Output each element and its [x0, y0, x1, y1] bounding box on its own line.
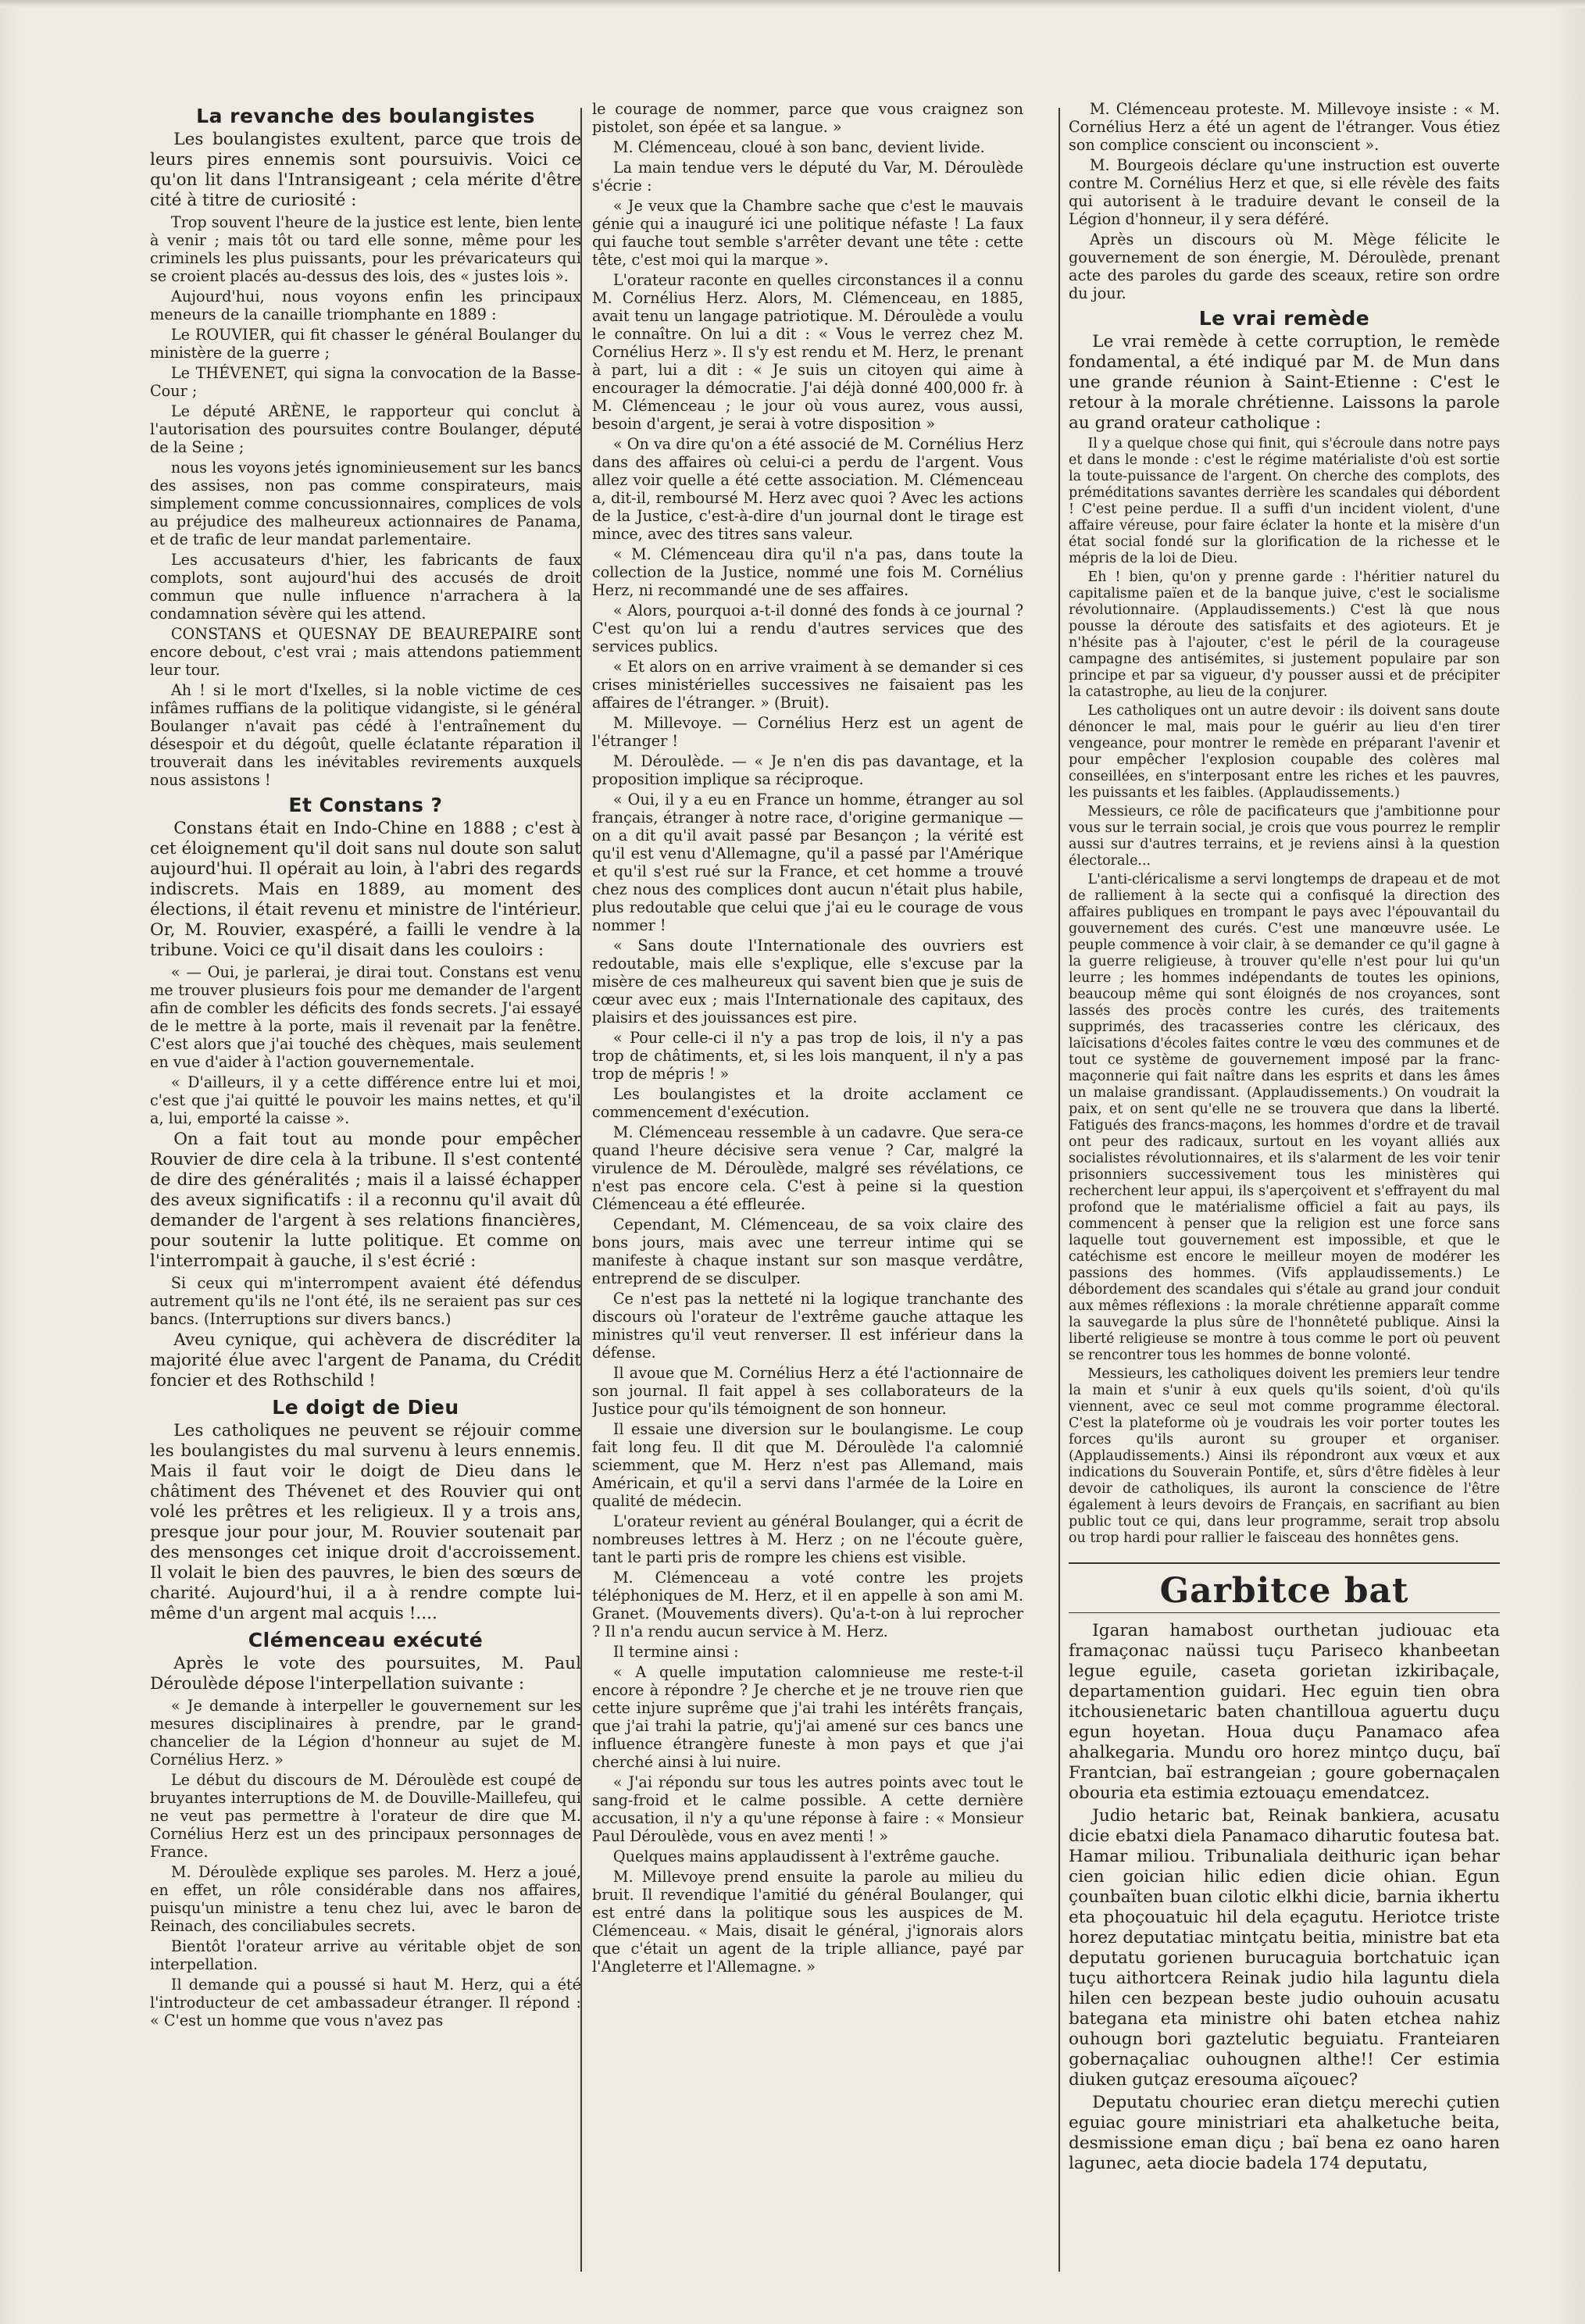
- quote-paragraph: Il demande qui a poussé si haut M. Herz, qui a été l'introducteur de cet ambassadeur étranger. Il répond : « C'est un homme que vous n'avez pas: [150, 1976, 581, 2029]
- quote-paragraph: « — Oui, je parlerai, je dirai tout. Constans est venu me trouver plusieurs fois pour me demander de l'argent afin de combler les déficits des fonds secrets. J'ai essayé de le mettre à la porte, mais il revenait par la fenêtre. C'est alors que j'ai touché des chèques, mais seulement en vue d'aider à l'action gouvernementale.: [150, 963, 581, 1071]
- page-top-edge: [0, 0, 1585, 8]
- quote-paragraph: M. Clémenceau ressemble à un cadavre. Que sera-ce quand l'heure décisive sera venue ? Car, malgré la virulence de M. Déroulède, malgré ses révélations, ce n'est pas encore cela. C'est à peine si la question Clémenceau a été effleurée.: [592, 1123, 1023, 1213]
- quote-paragraph: Ah ! si le mort d'Ixelles, si la noble victime de ces infâmes ruffians de la politique vidangiste, si le général Boulanger n'avait pas cédé à l'entraînement du désespoir et du dégoût, quelle éclatante réparation il trouverait dans les inévitables revirements auxquels nous assistons !: [150, 681, 581, 789]
- basque-paragraph: Judio hetaric bat, Reinak bankiera, acusatu dicie ebatxi diela Panamaco diharutic foutesa bat. Hamar miliou. Tribunaliala deithuric içan behar cien goician hilic edien dicie ohian. Egun çounbaïten buan cilotic elkhi dicie, barnia ikhertu eta phoçouatuic hil dela eçagutu. Heriotce triste horez deputatiac mintçatu beitia, ministre bat eta deputatu gorienen burucaguia bortchatuic içan tuçu aithortcera Reinak judio hila laguntu diela hilen cen bezpean beste judio ouhouin acusatu bategana eta ministre ohi baten etchea nahiz ouhougn bori gaztelutic beguiatu. Franteiaren gobernaçaliac ouhougnen althe!! Cer estimia diuken gutçaz eresouma aïçouec?: [1069, 1806, 1500, 2090]
- quote-paragraph: « Pour celle-ci il n'y a pas trop de lois, il n'y a pas trop de châtiments, et, si les lois manquent, il n'y a pas trop de mépris ! »: [592, 1029, 1023, 1083]
- quote-paragraph: Le ROUVIER, qui fit chasser le général Boulanger du ministère de la guerre ;: [150, 326, 581, 362]
- section-rule-top: [1069, 1562, 1500, 1564]
- heading-garbitce-bat: Garbitce bat: [1159, 1571, 1409, 1611]
- quote-paragraph: Trop souvent l'heure de la justice est lente, bien lente à venir ; mais tôt ou tard elle sonne, même pour les criminels les plus puissants, pour les prévaricateurs qui se croient placés au-dessus des lois, des « justes lois ».: [150, 213, 581, 285]
- quote-paragraph: nous les voyons jetés ignominieusement sur les bancs des assises, non pas comme conspirateurs, mais simplement comme concussionnaires, complices de vols au préjudice des malheureux actionnaires de Panama, et de trafic de leur mandat parlementaire.: [150, 459, 581, 548]
- quote-paragraph: Il essaie une diversion sur le boulangisme. Le coup fait long feu. Il dit que M. Déroulède l'a calomnié sciemment, que M. Herz n'est pas Allemand, mais Américain, et qu'il a servi dans l'armée de la Loire en qualité de médecin.: [592, 1420, 1023, 1510]
- quote-paragraph: Les boulangistes et la droite acclament ce commencement d'exécution.: [592, 1085, 1023, 1121]
- column-1: [150, 100, 581, 2272]
- speech-paragraph: Les catholiques ont un autre devoir : ils doivent sans doute dénoncer le mal, mais pour le guérir au lieu d'en tirer vengeance, pour montrer le remède en préparant l'avenir et pour empêcher l'explosion coupable des colères mal conseillées, en s'interposant entre les riches et les pauvres, les puissants et les faibles. (Applaudissements.): [1069, 703, 1500, 801]
- quote-paragraph: Bientôt l'orateur arrive au véritable objet de son interpellation.: [150, 1937, 581, 1973]
- quote-paragraph: Quelques mains applaudissent à l'extrême gauche.: [612, 1847, 1000, 1865]
- quote-paragraph: Ce n'est pas la netteté ni la logique tranchante des discours où l'orateur de l'extrême gauche attaque les ministres qu'il veut renverser. Il est inférieur dans la défense.: [592, 1290, 1023, 1362]
- paragraph: Constans était en Indo-Chine en 1888 ; c'est à cet éloignement qu'il doit sans nul doute son salut aujourd'hui. Il opérait au loin, à l'abri des regards indiscrets. Mais en 1889, au moment des élections, il était revenu et ministre de l'intérieur. Or, M. Rouvier, exaspéré, a failli le vendre à la tribune. Voici ce qu'il disait dans les couloirs :: [150, 819, 581, 960]
- paragraph: Les catholiques ne peuvent se réjouir comme les boulangistes du mal survenu à leurs ennemis. Mais il faut voir le doigt de Dieu dans le châtiment des Thévenet et des Rouvier qui ont volé les prêtres et les religieux. Il y a trois ans, presque jour pour jour, M. Rouvier soutenait par des mensonges cet inique droit d'accroissement. Il volait le bien des pauvres, le bien des sœurs de charité. Aujourd'hui, il a à rendre compte lui-même d'un argent mal acquis !....: [150, 1421, 581, 1623]
- quote-paragraph: le courage de nommer, parce que vous craignez son pistolet, son épée et sa langue. »: [592, 100, 1023, 136]
- quote-paragraph: M. Déroulède. — « Je n'en dis pas davantage, et la proposition implique sa réciproque.: [592, 752, 1023, 788]
- paragraph: Le vrai remède à cette corruption, le remède fondamental, a été indiqué par M. de Mun dans une grande réunion à Saint-Etienne : C'est le retour à la morale chrétienne. Laissons la parole au grand orateur catholique :: [1069, 332, 1500, 433]
- quote-paragraph: Le début du discours de M. Déroulède est coupé de bruyantes interruptions de M. de Douville-Maillefeu, qui ne veut pas permettre à l'orateur de dire que M. Cornélius Herz est un des principaux personnages de France.: [150, 1771, 581, 1861]
- quote-paragraph: M. Millevoye. — Cornélius Herz est un agent de l'étranger !: [592, 714, 1023, 750]
- quote-paragraph: Aujourd'hui, nous voyons enfin les principaux meneurs de la canaille triomphante en 1889 :: [150, 287, 581, 323]
- quote-paragraph: Si ceux qui m'interrompent avaient été défendus autrement qu'ils ne l'ont été, ils ne seraient pas sur ces bancs. (Interruptions sur divers bancs.): [150, 1274, 581, 1328]
- quote-paragraph: L'orateur revient au général Boulanger, qui a écrit de nombreuses lettres à M. Herz ; on ne l'écoute guère, tant le parti pris de rompre les chiens est visible.: [592, 1512, 1023, 1566]
- quote-paragraph: Les accusateurs d'hier, les fabricants de faux complots, sont aujourd'hui des accusés de droit commun que nulle influence n'arrachera à la condamnation sévère qui les attend.: [150, 551, 581, 623]
- quote-paragraph: M. Clémenceau, cloué à son banc, devient livide.: [612, 138, 985, 156]
- column-2: [592, 100, 1023, 2272]
- basque-paragraph: Igaran hamabost ourthetan judiouac eta framaçonac naüssi tuçu Pariseco khanbeetan legue eguile, caseta gorietan izkiribaçale, departamention guidari. Hec eguin tien obra itchousienetaric baten chantilloua aguertu duçu egun hoyetan. Houa duçu Panamaco afea ahalkegaria. Mundu oro horez mintço duçu, baï Frantcian, baï estrangeian ; goure gobernaçalen obouria eta estimia eztouaçu emendatcez.: [1069, 1621, 1500, 1803]
- quote-paragraph: M. Clémenceau a voté contre les projets téléphoniques de M. Herz, et il en appelle à son ami M. Granet. (Mouvements divers). Qu'a-t-on à lui reprocher ? Il n'a rendu aucun service à M. Herz.: [592, 1569, 1023, 1640]
- heading-vrai-remede: Le vrai remède: [1198, 307, 1370, 330]
- quote-paragraph: L'orateur raconte en quelles circonstances il a connu M. Cornélius Herz. Alors, M. Clémenceau, en 1885, avait tenu un langage patriotique. M. Déroulède a voulu le connaître. On lui a dit : « Vous le verrez chez M. Cornélius Herz ». Il s'y est rendu et M. Herz, le prenant à part, lui a dit : « Je suis un citoyen qui aime à encourager la démocratie. J'ai déjà donné 400,000 fr. à M. Clémenceau ; le jour où vous aurez, vous aussi, besoin d'argent, je serai à votre disposition »: [592, 271, 1023, 433]
- heading-constans: Et Constans ?: [288, 794, 443, 816]
- quote-paragraph: Le député ARÈNE, le rapporteur qui conclut à l'autorisation des poursuites contre Boulanger, député de la Seine ;: [150, 402, 581, 456]
- quote-paragraph: Cependant, M. Clémenceau, de sa voix claire des bons jours, mais avec une terreur intime qui se manifeste à chaque instant sur son masque verdâtre, entreprend de se disculper.: [592, 1216, 1023, 1287]
- quote-paragraph: « A quelle imputation calomnieuse me reste-t-il encore à répondre ? Je cherche et je ne trouve rien que cette injure suprême que j'ai trahi les intérêts français, que j'ai trahi la patrie, qu'j'ai amené sur ces bancs une influence étrangère funeste à mon pays et que j'ai cherché ainsi à lui nuire.: [592, 1663, 1023, 1771]
- section-rule-bottom: [1069, 1612, 1500, 1613]
- quote-paragraph: M. Bourgeois déclare qu'une instruction est ouverte contre M. Cornélius Herz et que, si elle révèle des faits qui autorisent à le traduire devant le conseil de la Légion d'honneur, il y sera déféré.: [1069, 156, 1500, 228]
- quote-paragraph: Il avoue que M. Cornélius Herz a été l'actionnaire de son journal. Il fait appel à ses collaborateurs de la Justice pour qu'ils témoignent de son honneur.: [592, 1364, 1023, 1418]
- speech-paragraph: Eh ! bien, qu'on y prenne garde : l'héritier naturel du capitalisme païen et de la banque juive, c'est le socialisme révolutionnaire. (Applaudissements.) C'est là que nous pousse la déroute des satisfaits et des agioteurs. Et je n'hésite pas à l'ajouter, c'est le péril de la courageuse campagne des antisémites, si justement populaire par son principe et par sa vigueur, d'y pousser aussi et de précipiter la catastrophe, au lieu de la conjurer.: [1069, 569, 1500, 700]
- quote-paragraph: « D'ailleurs, il y a cette différence entre lui et moi, c'est que j'ai quitté le pouvoir les mains nettes, et qu'il a, lui, emporté la caisse ».: [150, 1073, 581, 1127]
- quote-paragraph: « On va dire qu'on a été associé de M. Cornélius Herz dans des affaires où celui-ci a perdu de l'argent. Vous allez voir quelle a été cette association. M. Clémenceau a, dit-il, remboursé M. Herz avec quoi ? Avec les actions de la Justice, c'est-à-dire d'un journal dont le tirage est mince, avec des titres sans valeur.: [592, 435, 1023, 543]
- paragraph: On a fait tout au monde pour empêcher Rouvier de dire cela à la tribune. Il s'est contenté de dire des généralités ; mais il a laissé échapper des aveux significatifs : il a reconnu qu'il avait dû demander de l'argent à ses relations financières, pour soutenir la lutte politique. Et comme on l'interrompait à gauche, il s'est écrié :: [150, 1130, 581, 1271]
- speech-paragraph: Messieurs, les catholiques doivent les premiers leur tendre la main et s'unir à eux quels qu'ils soient, d'où qu'ils viennent, avec ce seul mot comme programme électoral. C'est la plateforme où je voudrais les voir porter toutes les forces qu'ils auront su grouper et organiser. (Applaudissements.) Ainsi ils répondront aux vœux et aux indications du Souverain Pontife, et, sûrs d'être fidèles à leur devoir de catholiques, ils auront la conscience de l'être également à leurs devoirs de Français, en sacrifiant au bien public tout ce qui, dans leur programme, serait trop absolu ou trop hardi pour rallier le faisceau des honnêtes gens.: [1069, 1366, 1500, 1546]
- quote-paragraph: « Je demande à interpeller le gouvernement sur les mesures disciplinaires à prendre, par le grand-chancelier de la Légion d'honneur au sujet de M. Cornélius Herz. »: [150, 1697, 581, 1769]
- speech-paragraph: Il y a quelque chose qui finit, qui s'écroule dans notre pays et dans le monde : c'est le régime matérialiste d'où est sortie la toute-puissance de l'argent. On cherche des complots, des préméditations savantes derrière les scandales qui débordent ! C'est peine perdue. Il a suffi d'un incident violent, d'une affaire véreuse, pour faire éclater la honte et la misère d'un état social fondé sur la glorification de la richesse et le mépris de la loi de Dieu.: [1069, 436, 1500, 566]
- quote-paragraph: La main tendue vers le député du Var, M. Déroulède s'écrie :: [592, 159, 1023, 195]
- column-rule-2: [1058, 108, 1060, 2272]
- paragraph: Les boulangistes exultent, parce que trois de leurs pires ennemis sont poursuivis. Voici ce qu'on lit dans l'Intransigeant ; cela mérite d'être cité à titre de curiosité :: [150, 130, 581, 210]
- quote-paragraph: Il termine ainsi :: [612, 1643, 739, 1661]
- quote-paragraph: Après un discours où M. Mège félicite le gouvernement de son énergie, M. Déroulède, prenant acte des paroles du garde des sceaux, retire son ordre du jour.: [1069, 230, 1500, 302]
- quote-paragraph: « Alors, pourquoi a-t-il donné des fonds à ce journal ? C'est qu'on lui a rendu d'autres services que des services publics.: [592, 602, 1023, 655]
- quote-paragraph: CONSTANS et QUESNAY DE BEAUREPAIRE sont encore debout, c'est vrai ; mais attendons patiemment leur tour.: [150, 625, 581, 679]
- quote-paragraph: « Sans doute l'Internationale des ouvriers est redoutable, mais elle s'explique, elle s'excuse par la misère de ces malheureux qui savent bien que je suis de cœur avec eux ; mais l'Internationale des capitaux, des plaisirs et des jouissances est pire.: [592, 937, 1023, 1026]
- heading-doigt-de-dieu: Le doigt de Dieu: [272, 1396, 459, 1419]
- quote-paragraph: « M. Clémenceau dira qu'il n'a pas, dans toute la collection de la Justice, nommé une fois M. Cornélius Herz, ni recommandé une de ses affaires.: [592, 545, 1023, 599]
- quote-paragraph: M. Déroulède explique ses paroles. M. Herz a joué, en effet, un rôle considérable dans nos affaires, puisqu'un ministre a tenu chez lui, avec le baron de Reinach, des conciliabules secrets.: [150, 1863, 581, 1935]
- quote-paragraph: « Oui, il y a eu en France un homme, étranger au sol français, étranger à notre race, d'origine germanique — on a dit qu'il avait passé par Besançon ; la vérité est qu'il est venu d'Allemagne, qu'il a passé par l'Amérique et qu'il s'est rué sur la France, et cet homme a trouvé chez nous des complices dont aucun n'était plus habile, plus redoutable que celui que j'ai eu le courage de vous nommer !: [592, 791, 1023, 934]
- quote-paragraph: « Je veux que la Chambre sache que c'est le mauvais génie qui a inauguré ici une politique néfaste ! La faux qui fauche tout semble s'arrêter devant une tête : cette tête, c'est moi qui la marque ».: [592, 197, 1023, 269]
- heading-clemenceau: Clémenceau exécuté: [248, 1629, 484, 1651]
- paragraph: Aveu cynique, qui achèvera de discréditer la majorité élue avec l'argent de Panama, du Crédit foncier et des Rothschild !: [150, 1330, 581, 1390]
- quote-paragraph: M. Millevoye prend ensuite la parole au milieu du bruit. Il revendique l'amitié du général Boulanger, qui est entré dans la politique sous les auspices de M. Clémenceau. « Mais, disait le général, j'ignorais alors que c'était un agent de la triple alliance, payé par l'Angleterre et l'Allemagne. »: [592, 1868, 1023, 1976]
- speech-paragraph: L'anti-cléricalisme a servi longtemps de drapeau et de mot de ralliement à la secte qui a confisqué la direction des affaires publiques en trompant le pays avec l'épouvantail du gouvernement des curés. C'est une manœuvre usée. Le peuple commence à voir clair, à se demander ce qu'il gagne à la guerre religieuse, à trouver qu'elle n'est pour lui qu'un leurre ; les hommes indépendants de toutes les opinions, beaucoup même qui sont éloignés de nos croyances, sont lassés des procès contre les curés, des traitements supprimés, des tracasseries contre les cléricaux, des laïcisations d'écoles faites contre le vœu des communes et de tout ce système de gouvernement imposé par la franc-maçonnerie qui fait naître dans les esprits et dans les âmes un malaise grandissant. (Applaudissements.) On voudrait la paix, et on sent qu'elle ne se trouvera que dans la liberté. Fatigués des francs-maçons, les hommes d'ordre et de travail ont peur des radicaux, surtout en les voyant alliés aux socialistes révolutionnaires, et ils s'alarment de les voir tenir prisonniers successivement tous les ministères qui recherchent leur appui, ils s'aperçoivent et s'effrayent du mal profond que le matérialisme officiel a fait au pays, ils commencent à penser que la religion est une force sans laquelle tout gouvernement est impossible, et que le catéchisme est encore le meilleur moyen de modérer les passions des hommes. (Vifs applaudissements.) Le débordement des scandales qui s'étale au grand jour conduit aux mêmes réflexions : la morale chrétienne apparaît comme la sauvegarde la plus sûre de l'honnêteté publique. Ainsi la liberté religieuse se montre à tous comme le port où peuvent se rencontrer tous les hommes de bonne volonté.: [1069, 872, 1500, 1363]
- speech-paragraph: Messieurs, ce rôle de pacificateurs que j'ambitionne pour vous sur le terrain social, je crois que vous pourrez le remplir aussi sur d'autres terrains, et je reviens ainsi à la question électorale...: [1069, 804, 1500, 869]
- heading-revanche: La revanche des boulangistes: [196, 105, 535, 127]
- quote-paragraph: Le THÉVENET, qui signa la convocation de la Basse-Cour ;: [150, 364, 581, 400]
- quote-paragraph: « Et alors on en arrive vraiment à se demander si ces crises ministérielles successives ne faisaient pas les affaires de l'étranger. » (Bruit).: [592, 658, 1023, 712]
- paragraph: Après le vote des poursuites, M. Paul Déroulède dépose l'interpellation suivante :: [150, 1654, 581, 1694]
- column-3: [1069, 100, 1500, 2272]
- quote-paragraph: « J'ai répondu sur tous les autres points avec tout le sang-froid et le calme possible. A cette dernière accusation, il n'y a qu'une réponse à faire : « Monsieur Paul Déroulède, vous en avez menti ! »: [592, 1773, 1023, 1845]
- basque-paragraph: Deputatu chouriec eran dietçu merechi çutien eguiac goure ministriari eta ahalketuche beita, desmissione eman diçu ; baï bena ez oano haren lagunec, aeta diocie badela 174 deputatu,: [1069, 2093, 1500, 2173]
- quote-paragraph: M. Clémenceau proteste. M. Millevoye insiste : « M. Cornélius Herz a été un agent de l'étranger. Vous étiez son complice conscient ou inconscient ».: [1069, 100, 1500, 154]
